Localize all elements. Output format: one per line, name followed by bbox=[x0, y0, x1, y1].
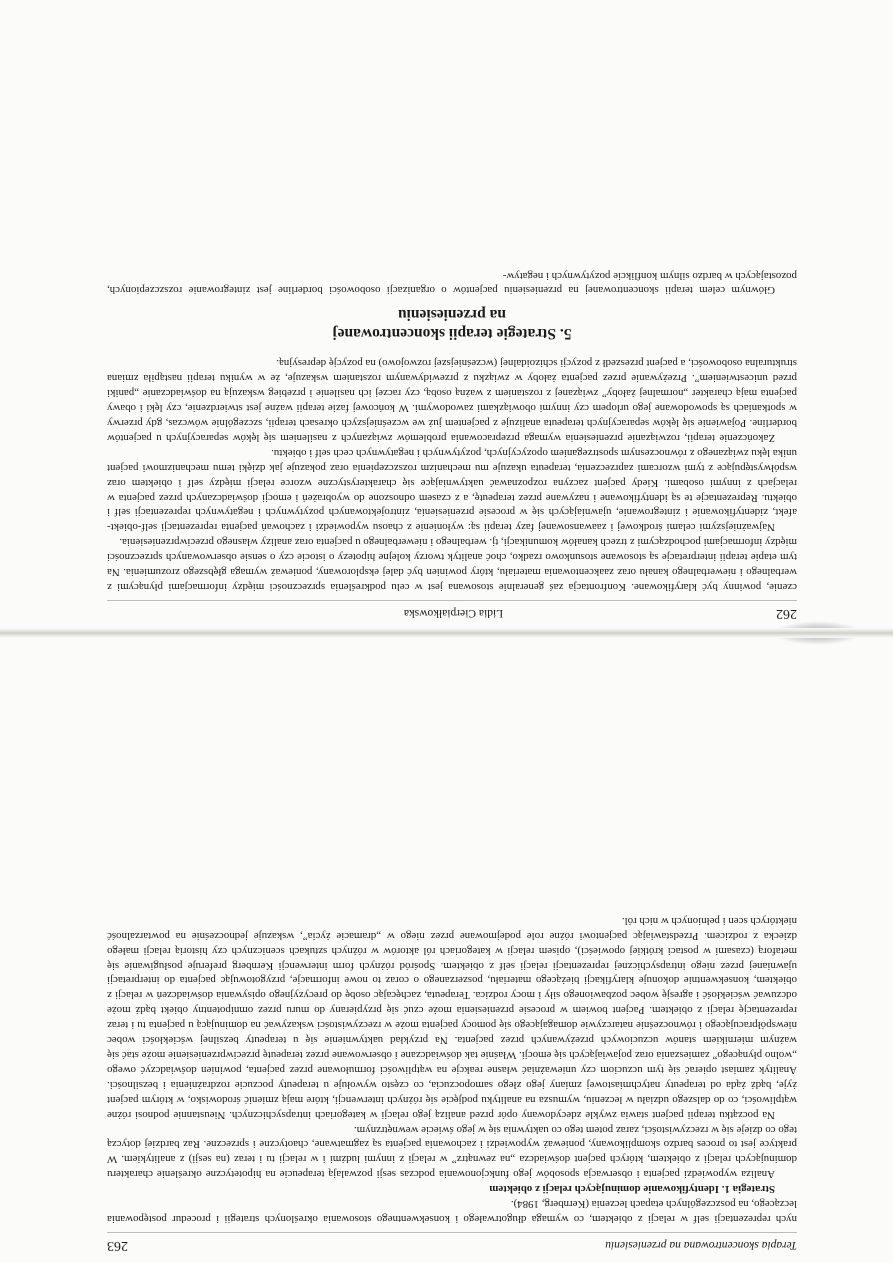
paragraph: Na początku terapii pacjent stawia zwykle zdecydowany opór przed analizą jego relacji w kategoriach intrapsychicznych. Nieustannie podnosi różne wątpliwości, co do dalszego udziału w leczeniu, wymusza na analityku podjęcie się różnych interwencji, które mają zmienić środowisko, w którym pacjent żyje, bądź żąda od terapeuty natychmiastowej zmiany jego złego samopoczucia, co często wywołuje u terapeuty poczucie rozdrażnienia i bezsilności. Analityk zamiast opierać się tym uczuciom czy unieważniać własne reakcje na wątpliwości formułowane przez pacjenta, powinien doświadczyć owego „wolno płynącego” zamieszania oraz pojawiających się emocji. Właśnie tak doświadczane i obserwowane przez terapeutę przeciwprzeniesienie może stać się ważnym miernikiem stanów uczuciowych przeżywanych przez pacjenta. Na przykład uaktywnienie się u terapeuty bezsilnej wściekłości wobec niewspółpracującego i równocześnie natarczywie domagającego się pomocy pacjenta może w rzeczywistości wskazywać na dominującą u pacjenta tu i teraz reprezentację relacji z obiektem. Pacjent bowiem w procesie przeniesienia może czuć się przypierany do muru przez omnipotentny obiekt bądź może odczuwać wściekłość i agresję wobec pozbawionego siły i mocy rodzica. Terapeuta, zachęcając osobę do precyzyjnego opisywania doświadczeń w relacji z obiektem, konsekwentnie dokonuje klaryfikacji bieżącego materiału, poszerzanego o coraz to nowe informacje, przygotowując pacjenta do interpretacji ujawnianej przez niego intrapsychicznej reprezentacji relacji self z obiektem. Spośród różnych form interwencji Kernberg preferuje posługiwanie się metaforą (czasami w postaci krótkiej opowieści), opisem relacji w kategoriach ról aktorów w różnych sztukach scenicznych czy historią relacji małego dziecka z rodzicem. Przedstawiając pacjentowi różne role podejmowane przez niego w „dramacie życia”, wskazuje jednocześnie na powtarzalność niektórych scen i pełnionych w nich ról. bbox=[107, 914, 797, 1121]
chapter-heading-line: 5. Strategie terapii skoncentrowanej bbox=[332, 325, 572, 343]
book-gutter bbox=[0, 628, 893, 638]
paragraph: Głównym celem terapii skoncentrowanej na przeniesieniu pacjentów o organizacji osobowości borderline jest zintegrowanie rozszczepionych, pozostających w bardzo silnym konflikcie pozytywnych i negatyw- bbox=[107, 269, 797, 297]
page-body bbox=[107, 268, 797, 594]
page-body bbox=[107, 913, 797, 1226]
page-262 bbox=[107, 21, 797, 621]
page-number: 263 bbox=[107, 1238, 128, 1253]
running-head bbox=[107, 1232, 797, 1253]
chapter-heading-line: na przeniesieniu bbox=[397, 306, 507, 324]
running-head-author: Lidia Cierpiałkowska bbox=[403, 607, 504, 619]
paragraph: czenie, powinny być klaryfikowane. Konfrontacja zaś generalnie stosowana jest w celu podkreślenia sprzeczności między informacjami płynącymi z werbalnego i niewerbalnego kanału oraz zaakcentowania materiału, który powinien być dalej eksplorowany, ponieważ wymaga głębszego zrozumienia. Na tym etapie terapii interpretacje są stosowane stosunkowo rzadko, choć analityk tworzy kolejne hipotezy o istocie czy o sensie obserwowanych sprzeczności między informacjami pochodzącymi z trzech kanałów komunikacji, tj. werbalnego i niewerbalnego u pacjenta oraz analizy własnego przeciwprzeniesienia. bbox=[107, 536, 797, 593]
chapter-heading bbox=[107, 306, 797, 344]
page-number: 262 bbox=[776, 606, 797, 621]
paragraph: Najważniejszymi celami środkowej i zaawansowanej fazy terapii są: wyłonienie z chaosu wypowiedzi i zachowań pacjenta reprezentacji self-obiekt-afekt, zidentyfikowanie i zintegrowanie, ujawniających się w procesie przeniesienia, zintrojektowanych pozytywnych i negatywnych reprezentacji self i obiektu. Reprezentacje te są identyfikowane i nazywane przez terapeutę, a z czasem odnoszone do wyobrażeń i emocji doświadczanych przez pacjenta w relacjach z innymi osobami. Kiedy pacjent zaczyna rozpoznawać uaktywniające się charakterystyczne wzorce relacji między self i obiektem oraz współwystępujące z tymi wzorcami zaprzeczenia, terapeuta ukazuje mu mechanizm rozszczepienia oraz pokazuje jak dzięki temu mechanizmowi pacjent unika lęku związanego z równoczesnym spostrzeganiem opozycyjnych, pozytywnych i negatywnych cech self i obiektu. bbox=[107, 446, 797, 534]
running-head bbox=[107, 600, 797, 621]
page-263 bbox=[107, 653, 797, 1253]
paragraph: nych reprezentacji self w relacji z obiektem, co wymaga długotrwałego i konsekwentnego stosowania określonych strategii i procedur postępowania leczącego, na poszczególnych etapach leczenia (Kernberg, 1984). bbox=[107, 1198, 797, 1225]
running-head-title: Terapia skoncentrowana na przeniesieniu bbox=[605, 1239, 797, 1251]
paragraph: Analiza wypowiedzi pacjenta i obserwacja sposobów jego funkcjonowania podczas sesji pozwalają terapeucie na hipotetyczne określenie charakteru dominujących relacji z obiektem, których pacjent doświadcza „na zewnątrz” w relacji z innymi ludźmi i w relacji tu i teraz (na sesji) z analitykiem. W praktyce jest to proces bardzo skomplikowany, ponieważ wypowiedzi i zachowania pacjenta są zagmatwane, chaotyczne i sprzeczne. Raz bardziej dotyczą tego co dzieje się w rzeczywistości, zaraz potem tego co uaktywnia się w jego świecie wewnętrznym. bbox=[107, 1123, 797, 1181]
strategy-heading: Strategia 1. Identyfikowanie dominujących relacji z obiektem bbox=[489, 1183, 775, 1196]
paragraph: Zakończenie terapii, rozwiązanie przeniesienia wymaga przepracowania problemów związanych z nasileniem się lęków separacyjnych u pacjentów borderline. Pojawienie się lęków separacyjnych terapeuta analizuje z pacjentem już we wcześniejszych okresach terapii, szczególnie wówczas, gdy przerwy w spotkaniach są spowodowane jego urlopem czy innymi obowiązkami zawodowymi. W końcowej fazie terapii ważne jest stwierdzenie, czy lęki i obawy pacjenta mają charakter „normalnej żałoby” związanej z rozstaniem z ważną osobą, czy raczej ich nasilenie i przebieg wskazują na doświadczanie „paniki przed unicestwieniem”. Przeżywanie przez pacjenta żałoby w związku z przewidywanym rozstaniem wskazuje, że w wyniku terapii nastąpiła zmiana strukturalna osobowości, a pacjent przeszedł z pozycji schizoidalnej (wcześniejszej rozwojowo) na pozycję depresyjną. bbox=[107, 357, 797, 444]
